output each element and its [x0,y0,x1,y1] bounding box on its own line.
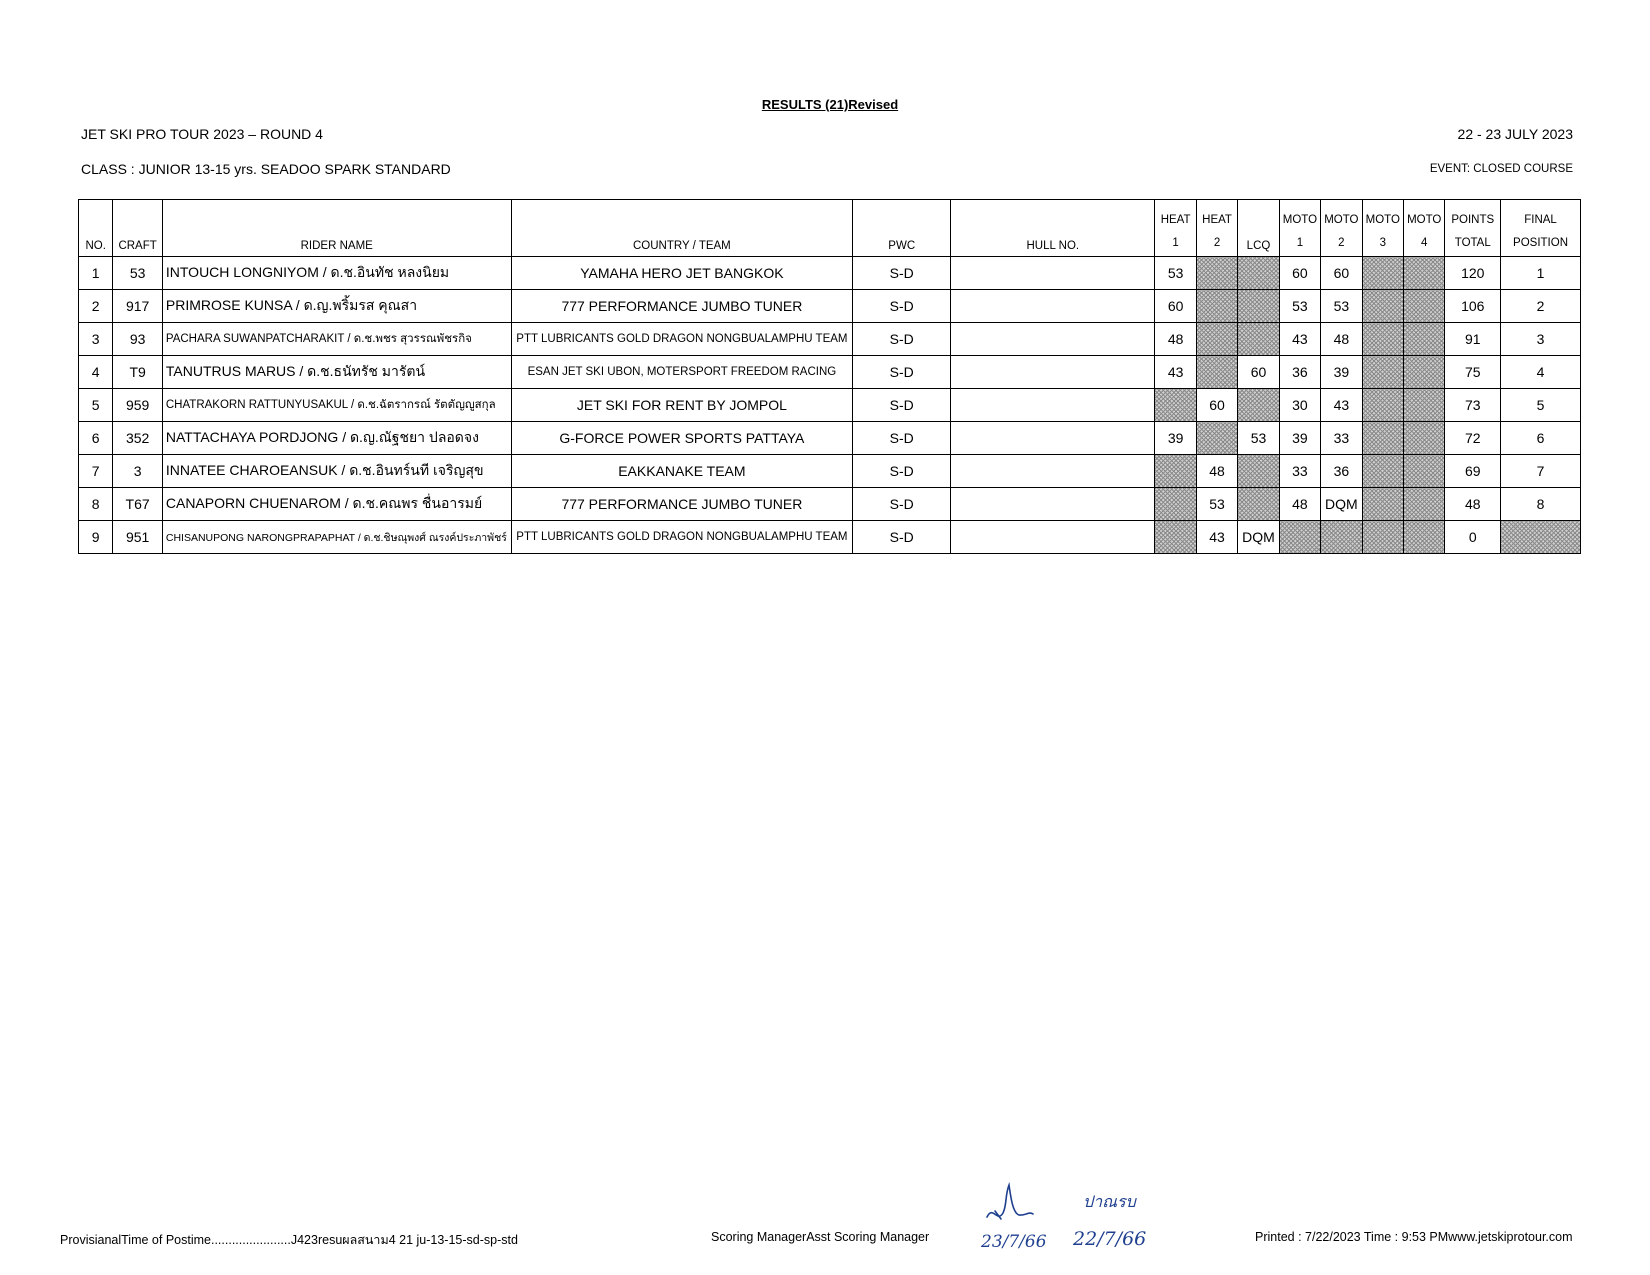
cell-hull [951,323,1155,356]
cell-moto2: 39 [1321,356,1362,389]
cell-heat1 [1155,521,1196,554]
event-date: 22 - 23 JULY 2023 [1457,126,1573,142]
col-header-points: POINTS [1445,200,1501,231]
cell-pwc: S-D [853,422,951,455]
cell-hull [951,290,1155,323]
cell-moto2: 43 [1321,389,1362,422]
class-line: CLASS : JUNIOR 13-15 yrs. SEADOO SPARK STANDARD [81,161,451,177]
cell-lcq: DQM [1238,521,1279,554]
cell-craft: T9 [113,356,163,389]
cell-total: 69 [1445,455,1501,488]
event-name: JET SKI PRO TOUR 2023 – ROUND 4 [81,126,323,142]
cell-moto4 [1404,488,1445,521]
cell-heat2 [1196,356,1237,389]
cell-heat2: 43 [1196,521,1237,554]
cell-moto2: 36 [1321,455,1362,488]
cell-craft: 3 [113,455,163,488]
signature-2-name: ปาณรบ [1083,1192,1136,1211]
cell-moto1: 30 [1279,389,1320,422]
table-row [79,389,1581,422]
header-row-top [79,200,1581,231]
cell-lcq [1238,290,1279,323]
cell-hull [951,422,1155,455]
cell-moto3 [1362,356,1403,389]
cell-hull [951,521,1155,554]
cell-pwc: S-D [853,488,951,521]
cell-heat1: 53 [1155,257,1196,290]
signature-2-date: 22/7/66 [1073,1228,1147,1250]
cell-moto1: 60 [1279,257,1320,290]
cell-hull [951,356,1155,389]
cell-lcq [1238,257,1279,290]
cell-moto3 [1362,290,1403,323]
cell-total: 91 [1445,323,1501,356]
cell-moto3 [1362,257,1403,290]
table-row [79,488,1581,521]
cell-moto4 [1404,356,1445,389]
col-header-lcq: LCQ [1238,200,1279,257]
cell-hull [951,488,1155,521]
cell-craft: 93 [113,323,163,356]
signatures [975,1175,1175,1260]
cell-pwc: S-D [853,455,951,488]
col-header-rider: RIDER NAME [162,200,511,257]
cell-position: 6 [1501,422,1581,455]
page-title: RESULTS (21)Revised [761,97,899,112]
cell-heat1: 43 [1155,356,1196,389]
cell-rider: CHISANUPONG NARONGPRAPAPHAT / ด.ช.ชิษณุพงศ์ ณรงค์ประภาพัชร์ [162,521,511,554]
cell-moto4 [1404,455,1445,488]
cell-moto2: DQM [1321,488,1362,521]
table-row [79,323,1581,356]
cell-heat2 [1196,290,1237,323]
cell-pwc: S-D [853,257,951,290]
cell-moto4 [1404,422,1445,455]
table-row [79,455,1581,488]
cell-heat2: 48 [1196,455,1237,488]
cell-lcq [1238,488,1279,521]
col-subheader-moto1: 1 [1279,230,1320,257]
cell-pwc: S-D [853,521,951,554]
cell-total: 106 [1445,290,1501,323]
cell-craft: T67 [113,488,163,521]
table-row [79,290,1581,323]
cell-position: 5 [1501,389,1581,422]
cell-pwc: S-D [853,389,951,422]
cell-rider: PACHARA SUWANPATCHARAKIT / ด.ช.พชร สุวรรณพัชรกิจ [162,323,511,356]
cell-rider: INTOUCH LONGNIYOM / ด.ช.อินทัช หลงนิยม [162,257,511,290]
cell-craft: 352 [113,422,163,455]
cell-no: 7 [79,455,113,488]
col-subheader-final: POSITION [1501,230,1581,257]
cell-no: 8 [79,488,113,521]
col-header-pwc: PWC [853,200,951,257]
cell-rider: NATTACHAYA PORDJONG / ด.ญ.ณัฐชยา ปลอดจง [162,422,511,455]
cell-position: 3 [1501,323,1581,356]
cell-moto3 [1362,323,1403,356]
cell-total: 48 [1445,488,1501,521]
cell-lcq: 60 [1238,356,1279,389]
cell-moto1: 39 [1279,422,1320,455]
cell-no: 4 [79,356,113,389]
cell-rider: PRIMROSE KUNSA / ด.ญ.พริ้มรส คุณสา [162,290,511,323]
cell-moto2 [1321,521,1362,554]
col-subheader-moto3: 3 [1362,230,1403,257]
cell-heat1 [1155,455,1196,488]
cell-pwc: S-D [853,323,951,356]
col-header-team: COUNTRY / TEAM [511,200,853,257]
cell-moto3 [1362,521,1403,554]
cell-no: 6 [79,422,113,455]
cell-total: 75 [1445,356,1501,389]
cell-rider: CANAPORN CHUENAROM / ด.ช.คณพร ชื่นอารมย์ [162,488,511,521]
cell-moto2: 60 [1321,257,1362,290]
cell-heat1: 60 [1155,290,1196,323]
cell-hull [951,257,1155,290]
col-header-final: FINAL [1501,200,1581,231]
cell-moto4 [1404,521,1445,554]
cell-total: 0 [1445,521,1501,554]
cell-moto4 [1404,290,1445,323]
cell-no: 5 [79,389,113,422]
cell-craft: 951 [113,521,163,554]
col-header-moto4: MOTO [1404,200,1445,231]
cell-position: 2 [1501,290,1581,323]
cell-heat2: 60 [1196,389,1237,422]
cell-hull [951,389,1155,422]
col-header-no: NO. [79,200,113,257]
cell-heat2: 53 [1196,488,1237,521]
cell-position: 8 [1501,488,1581,521]
cell-team: 777 PERFORMANCE JUMBO TUNER [511,290,853,323]
cell-position: 1 [1501,257,1581,290]
cell-heat2 [1196,422,1237,455]
footer-printed-info: Printed : 7/22/2023 Time : 9:53 PMwww.jetskiprotour.com [1255,1230,1573,1244]
cell-rider: TANUTRUS MARUS / ด.ช.ธนัทรัช มารัตน์ [162,356,511,389]
col-subheader-points: TOTAL [1445,230,1501,257]
col-subheader-moto2: 2 [1321,230,1362,257]
cell-moto1: 33 [1279,455,1320,488]
col-header-moto1: MOTO [1279,200,1320,231]
cell-team: PTT LUBRICANTS GOLD DRAGON NONGBUALAMPHU TEAM [511,323,853,356]
cell-moto2: 33 [1321,422,1362,455]
cell-moto4 [1404,257,1445,290]
table-row [79,356,1581,389]
cell-heat1: 48 [1155,323,1196,356]
col-subheader-heat2: 2 [1196,230,1237,257]
col-subheader-moto4: 4 [1404,230,1445,257]
cell-total: 120 [1445,257,1501,290]
cell-moto1: 36 [1279,356,1320,389]
cell-position: 4 [1501,356,1581,389]
cell-pwc: S-D [853,356,951,389]
cell-craft: 53 [113,257,163,290]
table-row [79,257,1581,290]
cell-moto4 [1404,389,1445,422]
cell-heat2 [1196,257,1237,290]
cell-moto3 [1362,389,1403,422]
cell-moto3 [1362,455,1403,488]
cell-moto2: 48 [1321,323,1362,356]
cell-no: 1 [79,257,113,290]
col-header-moto3: MOTO [1362,200,1403,231]
cell-team: JET SKI FOR RENT BY JOMPOL [511,389,853,422]
signature-1-date: 23/7/66 [981,1232,1047,1252]
cell-team: 777 PERFORMANCE JUMBO TUNER [511,488,853,521]
table-row [79,521,1581,554]
col-header-heat2: HEAT [1196,200,1237,231]
cell-no: 9 [79,521,113,554]
cell-heat1 [1155,488,1196,521]
cell-team: ESAN JET SKI UBON, MOTERSPORT FREEDOM RACING [511,356,853,389]
signature-1 [987,1185,1033,1219]
cell-team: YAMAHA HERO JET BANGKOK [511,257,853,290]
cell-heat2 [1196,323,1237,356]
cell-team: PTT LUBRICANTS GOLD DRAGON NONGBUALAMPHU TEAM [511,521,853,554]
cell-moto3 [1362,488,1403,521]
col-header-hull: HULL NO. [951,200,1155,257]
footer-scoring-manager: Scoring ManagerAsst Scoring Manager [711,1230,930,1244]
cell-craft: 917 [113,290,163,323]
cell-hull [951,455,1155,488]
cell-lcq [1238,389,1279,422]
col-subheader-heat1: 1 [1155,230,1196,257]
cell-rider: INNATEE CHAROEANSUK / ด.ช.อินทร์นที เจริญสุข [162,455,511,488]
cell-no: 2 [79,290,113,323]
cell-pwc: S-D [853,290,951,323]
cell-moto3 [1362,422,1403,455]
cell-moto2: 53 [1321,290,1362,323]
cell-no: 3 [79,323,113,356]
cell-moto1: 53 [1279,290,1320,323]
cell-heat1: 39 [1155,422,1196,455]
cell-lcq [1238,455,1279,488]
cell-craft: 959 [113,389,163,422]
footer-provisional-note: ProvisianalTime of Postime.......................J423resuผลสนาม4 21 ju-13-15-sd-sp-std [60,1233,518,1247]
cell-heat1 [1155,389,1196,422]
cell-position: 7 [1501,455,1581,488]
cell-moto4 [1404,323,1445,356]
col-header-craft: CRAFT [113,200,163,257]
cell-moto1 [1279,521,1320,554]
cell-lcq: 53 [1238,422,1279,455]
cell-total: 72 [1445,422,1501,455]
cell-lcq [1238,323,1279,356]
table-row [79,422,1581,455]
cell-total: 73 [1445,389,1501,422]
event-type: EVENT: CLOSED COURSE [1429,163,1573,175]
cell-team: EAKKANAKE TEAM [511,455,853,488]
cell-rider: CHATRAKORN RATTUNYUSAKUL / ด.ช.ฉัตรากรณ์ รัตตัญญูสกุล [162,389,511,422]
results-table [78,199,1581,554]
col-header-moto2: MOTO [1321,200,1362,231]
cell-position [1501,521,1581,554]
cell-team: G-FORCE POWER SPORTS PATTAYA [511,422,853,455]
col-header-heat1: HEAT [1155,200,1196,231]
cell-moto1: 43 [1279,323,1320,356]
cell-moto1: 48 [1279,488,1320,521]
